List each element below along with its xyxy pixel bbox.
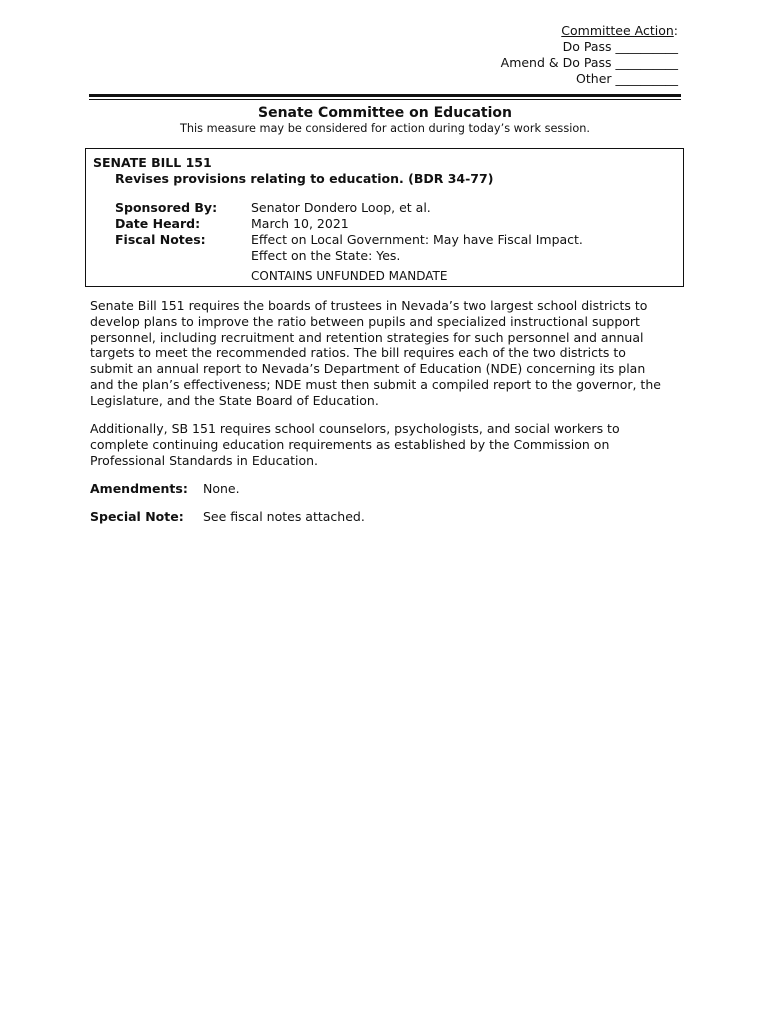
amendments-value: None. [203, 481, 240, 496]
summary-line: targets to meet the recommended ratios. The bill requires each of the two districts to [90, 345, 626, 361]
committee-action-block [501, 23, 678, 87]
amend-do-pass-line: Amend & Do Pass __________ [500, 55, 678, 70]
sponsored-by-value: Senator Dondero Loop, et al. [251, 200, 431, 215]
header-rule-thick [89, 94, 681, 97]
do-pass-line: Do Pass __________ [562, 39, 678, 54]
summary-line: develop plans to improve the ratio between pupils and specialized instructional support [90, 313, 640, 329]
summary-line: personnel, including recruitment and retention strategies for such personnel and annual [90, 329, 644, 345]
date-heard-value: March 10, 2021 [251, 216, 349, 231]
fiscal-local-value: Effect on Local Government: May have Fiscal Impact. [251, 232, 583, 247]
summary-line: Senate Bill 151 requires the boards of trustees in Nevada’s two largest school districts to [90, 298, 648, 313]
special-note-value: See fiscal notes attached. [203, 509, 365, 524]
fiscal-notes-label: Fiscal Notes: [115, 232, 206, 247]
summary-line: Legislature, and the State Board of Education. [90, 392, 379, 408]
committee-action-heading [501, 23, 678, 39]
summary-line: complete continuing education requirements as established by the Commission on [90, 436, 610, 452]
summary-paragraph-2 [90, 421, 682, 468]
committee-action-title: Committee Action [561, 23, 674, 38]
summary-line: Professional Standards in Education. [90, 452, 319, 468]
unfunded-mandate-notice: CONTAINS UNFUNDED MANDATE [251, 269, 448, 283]
committee-action-colon: : [673, 23, 678, 38]
summary-line: and the plan’s effectiveness; NDE must then submit a compiled report to the governor, the [90, 376, 661, 392]
amendments-label: Amendments: [90, 481, 188, 496]
sponsored-by-label: Sponsored By: [115, 200, 218, 215]
summary-line: Additionally, SB 151 requires school counselors, psychologists, and social workers to [90, 421, 620, 436]
fiscal-state-value: Effect on the State: Yes. [251, 248, 401, 263]
header-rule-thin [89, 99, 681, 100]
committee-title: Senate Committee on Education [257, 105, 512, 121]
special-note-label: Special Note: [90, 509, 184, 524]
summary-paragraph-1 [90, 298, 682, 409]
summary-line: submit an annual report to Nevada’s Department of Education (NDE) concerning its plan [90, 361, 646, 377]
bill-number: SENATE BILL 151 [93, 155, 212, 170]
date-heard-label: Date Heard: [115, 216, 201, 231]
work-session-note: This measure may be considered for action during today’s work session. [179, 122, 591, 135]
other-line: Other __________ [576, 71, 678, 86]
bill-info-box [85, 148, 684, 287]
bill-description: Revises provisions relating to education. (BDR 34-77) [115, 171, 494, 186]
